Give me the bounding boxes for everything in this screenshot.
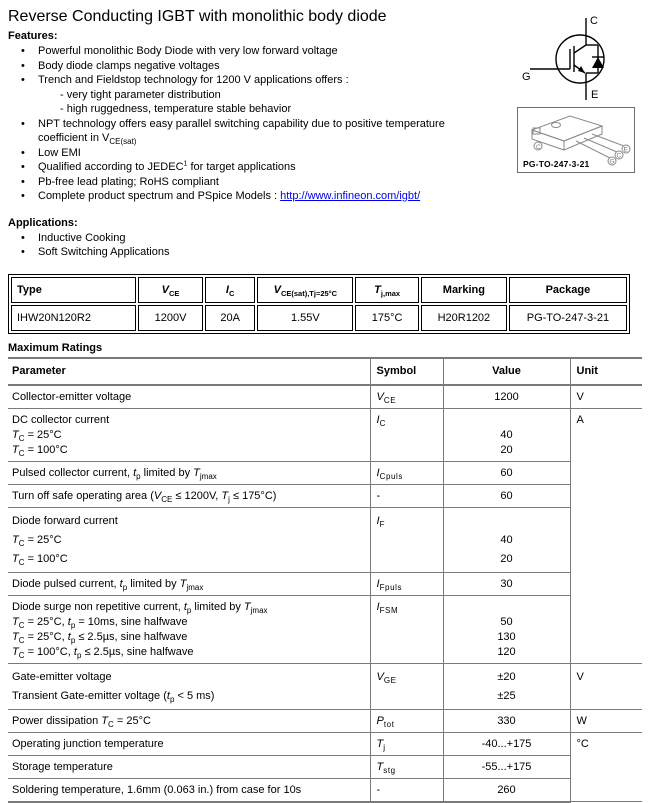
col-header-vcesat: $V_{CE(sat),Tj=25^\circ C}$ xyxy=(257,277,353,303)
col-header-ic: $I_C$ xyxy=(205,277,256,303)
value-cell: 30 xyxy=(443,572,570,595)
infineon-igbt-link[interactable]: http://www.infineon.com/igbt/ xyxy=(280,190,421,202)
page-title: Reverse Conducting IGBT with monolithic body diode xyxy=(8,8,387,25)
features-list xyxy=(8,44,470,204)
table-row xyxy=(8,484,642,507)
feature-subitem: - high ruggedness, temperature stable behavior xyxy=(60,103,292,115)
value-cell: 260 xyxy=(443,778,570,802)
table-row xyxy=(8,732,642,755)
type-table xyxy=(8,274,630,334)
unit-cell: W xyxy=(570,709,642,732)
value-cell: 40 20 xyxy=(443,507,570,572)
table-row xyxy=(8,408,642,461)
collector-label: C xyxy=(590,15,598,27)
feature-text: Body diode clamps negative voltages xyxy=(38,59,220,72)
applications-list xyxy=(8,231,470,260)
table-row xyxy=(8,778,642,802)
feature-text: Qualified according to JEDEC$^1$ for target applications xyxy=(38,160,296,173)
feature-item xyxy=(8,175,470,190)
value-cell: 60 xyxy=(443,461,570,484)
value-cell: 330 xyxy=(443,709,570,732)
col-header-package: Package xyxy=(509,277,627,303)
unit-cell: °C xyxy=(570,732,642,802)
param-cell: Diode surge non repetitive current, $t_p$ limited by $T_{jmax}$ $T_C = 25^\circ C$, $t_p = 10ms$, sine halfwave $T_C = 25^\circ C$, $t_p \le 2.5\mu s$, sine halfwave $T_C = 100^\circ C$, $t_p \le 2.5\mu s$, sine halfwave xyxy=(8,595,370,663)
col-header-vce: $V_{CE}$ xyxy=(138,277,203,303)
table-row xyxy=(8,507,642,572)
symbol-cell: - xyxy=(370,778,443,802)
symbol-cell: $V_{CE}$ xyxy=(370,385,443,409)
feature-item xyxy=(8,44,470,59)
symbol-cell: $I_F$ xyxy=(370,507,443,572)
symbol-cell: $I_{Fpuls}$ xyxy=(370,572,443,595)
symbol-cell: $I_C$ xyxy=(370,408,443,461)
table-row xyxy=(8,595,642,663)
symbol-cell: $T_j$ xyxy=(370,732,443,755)
value-cell: 60 xyxy=(443,484,570,507)
feature-item xyxy=(8,146,470,161)
cell-vce: 1200V xyxy=(138,305,203,331)
application-item: • Inductive Cooking xyxy=(8,231,470,246)
cell-package: PG-TO-247-3-21 xyxy=(509,305,627,331)
type-table-row xyxy=(11,305,627,331)
col-header-parameter: Parameter xyxy=(8,358,370,385)
feature-item xyxy=(8,160,470,175)
col-header-value: Value xyxy=(443,358,570,385)
value-cell: 40 20 xyxy=(443,408,570,461)
param-cell: Storage temperature xyxy=(8,755,370,778)
feature-item xyxy=(8,189,470,204)
pin-label-e: E xyxy=(623,146,628,154)
table-row xyxy=(8,663,642,709)
feature-text: Pb-free lead plating; RoHS compliant xyxy=(38,175,219,188)
col-header-unit: Unit xyxy=(570,358,642,385)
feature-text: Low EMI xyxy=(38,146,81,159)
pin-label-c: C xyxy=(616,152,622,160)
value-cell: ±20 ±25 xyxy=(443,663,570,709)
application-item: • Soft Switching Applications xyxy=(8,245,470,260)
param-cell: Power dissipation $T_C = 25^\circ C$ xyxy=(8,709,370,732)
cell-type: IHW20N120R2 xyxy=(11,305,136,331)
param-cell: Operating junction temperature xyxy=(8,732,370,755)
param-cell: Soldering temperature, 1.6mm (0.063 in.) from case for 10s xyxy=(8,778,370,802)
feature-subitem: - very tight parameter distribution xyxy=(60,88,221,101)
cell-vcesat: 1.55V xyxy=(257,305,353,331)
param-cell: Diode pulsed current, $t_p$ limited by $T_{jmax}$ xyxy=(8,572,370,595)
feature-text: Complete product spectrum and PSpice Models : xyxy=(38,190,281,202)
table-row xyxy=(8,385,642,409)
applications-heading: Applications: xyxy=(8,216,78,229)
col-header-tjmax: $T_{j,max}$ xyxy=(355,277,419,303)
col-header-marking: Marking xyxy=(421,277,507,303)
max-ratings-heading: Maximum Ratings xyxy=(8,341,103,354)
param-cell: DC collector current $T_C = 25^\circ C$ $T_C = 100^\circ C$ xyxy=(8,408,370,461)
feature-item xyxy=(8,117,470,146)
symbol-cell: $I_{FSM}$ xyxy=(370,595,443,663)
max-ratings-table xyxy=(8,357,642,803)
emitter-label: E xyxy=(591,89,599,101)
body-pin-label: C xyxy=(536,144,541,151)
feature-text: Trench and Fieldstop technology for 1200 V applications offers : xyxy=(38,74,349,86)
unit-cell: A xyxy=(570,408,642,663)
package-name: PG-TO-247-3-21 xyxy=(523,159,590,169)
feature-item xyxy=(8,73,470,117)
param-cell: Gate-emitter voltage Transient Gate-emitter voltage ($t_p < 5$ ms) xyxy=(8,663,370,709)
param-cell: Diode forward current $T_C = 25^\circ C$ $T_C = 100^\circ C$ xyxy=(8,507,370,572)
value-cell: -55...+175 xyxy=(443,755,570,778)
cell-ic: 20A xyxy=(205,305,256,331)
param-cell: Collector-emitter voltage xyxy=(8,385,370,409)
param-cell: Pulsed collector current, $t_p$ limited by $T_{jmax}$ xyxy=(8,461,370,484)
cell-marking: H20R1202 xyxy=(421,305,507,331)
feature-text: NPT technology offers easy parallel switching capability due to positive temperature coefficient in $V_{CE(sat)}$ xyxy=(38,117,445,146)
unit-cell: V xyxy=(570,663,642,709)
ratings-header-row xyxy=(8,358,642,385)
table-row xyxy=(8,755,642,778)
feature-item xyxy=(8,59,470,74)
value-cell: 50 130 120 xyxy=(443,595,570,663)
col-header-symbol: Symbol xyxy=(370,358,443,385)
symbol-cell: $I_{Cpuls}$ xyxy=(370,461,443,484)
table-row xyxy=(8,461,642,484)
unit-cell: V xyxy=(570,385,642,409)
features-heading: Features: xyxy=(8,30,58,42)
col-header-type: Type xyxy=(11,277,136,303)
symbol-cell: $V_{GE}$ xyxy=(370,663,443,709)
package-image xyxy=(517,107,635,173)
symbol-cell: $T_{stg}$ xyxy=(370,755,443,778)
gate-label: G xyxy=(522,71,531,83)
table-row xyxy=(8,572,642,595)
feature-text: Powerful monolithic Body Diode with very low forward voltage xyxy=(38,45,338,57)
pin-label-g: G xyxy=(609,158,615,166)
value-cell: 1200 xyxy=(443,385,570,409)
param-cell: Turn off safe operating area ($V_{CE} \le 1200V$, $T_j \le 175^\circ C$) xyxy=(8,484,370,507)
type-table-header-row xyxy=(11,277,627,303)
symbol-cell: - xyxy=(370,484,443,507)
cell-tjmax: 175°C xyxy=(355,305,419,331)
igbt-symbol xyxy=(518,12,634,104)
table-row xyxy=(8,709,642,732)
value-cell: -40...+175 xyxy=(443,732,570,755)
symbol-cell: $P_{tot}$ xyxy=(370,709,443,732)
